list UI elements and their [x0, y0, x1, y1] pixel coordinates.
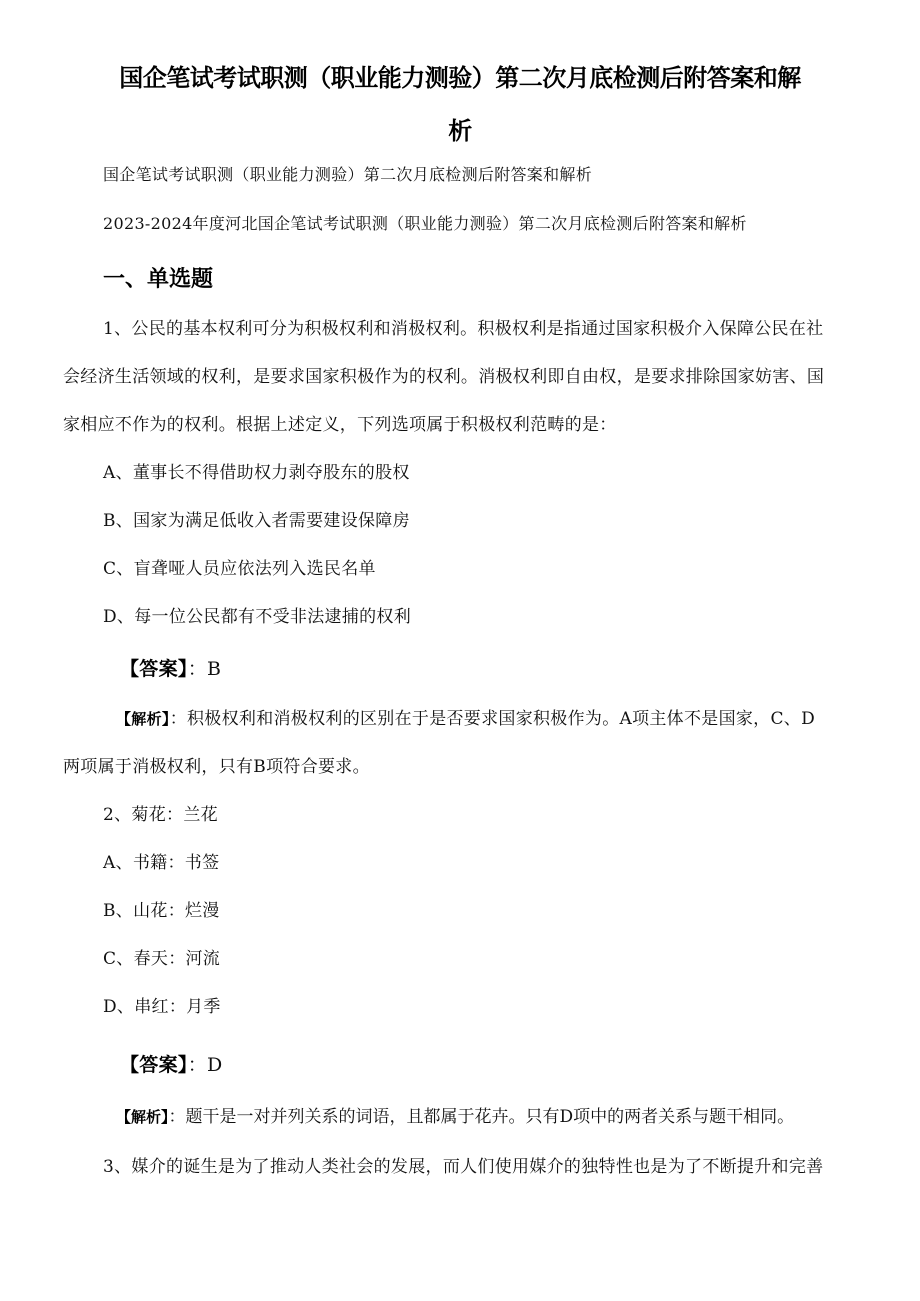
document-title-line-2: 析 — [448, 117, 472, 145]
question-2-option-d: D、串红：月季 — [103, 997, 221, 1017]
question-1-answer — [120, 654, 221, 681]
answer-label: 【答案】 — [120, 658, 188, 680]
analysis-text: ：题干是一对并列关系的词语，且都属于花卉。只有D项中的两者关系与题干相同。 — [168, 1107, 795, 1127]
answer-label: 【答案】 — [120, 1054, 188, 1076]
question-1-option-a: A、董事长不得借助权力剥夺股东的股权 — [103, 463, 410, 483]
answer-value: ：D — [187, 1054, 223, 1076]
question-1-option-d: D、每一位公民都有不受非法逮捕的权利 — [103, 607, 412, 627]
question-1-stem-line-1: 1、公民的基本权利可分为积极权利和消极权利。积极权利是指通过国家积极介入保障公民在社 — [103, 319, 824, 339]
question-2-analysis — [116, 1102, 794, 1127]
analysis-label: 【解析】 — [116, 710, 170, 728]
question-1-analysis-line-2: 两项属于消极权利，只有B项符合要求。 — [63, 757, 370, 777]
section-heading: 一、单选题 — [103, 267, 214, 292]
question-1-stem-line-2: 会经济生活领域的权利，是要求国家积极作为的权利。消极权利即自由权，是要求排除国家妨害、国 — [63, 367, 825, 387]
document-subtitle-2: 2023-2024年度河北国企笔试考试职测（职业能力测验）第二次月底检测后附答案和解析 — [103, 214, 747, 233]
question-1-analysis-line-1 — [116, 704, 815, 729]
question-1-stem-line-3: 家相应不作为的权利。根据上述定义，下列选项属于积极权利范畴的是： — [63, 415, 617, 435]
document-title-line-1: 国企笔试考试职测（职业能力测验）第二次月底检测后附答案和解 — [119, 64, 801, 92]
question-2-option-a: A、书籍：书签 — [103, 853, 220, 873]
answer-value: ：B — [187, 658, 222, 680]
question-1-option-c: C、盲聋哑人员应依法列入选民名单 — [103, 559, 376, 579]
question-1-option-b: B、国家为满足低收入者需要建设保障房 — [103, 511, 410, 531]
question-2-option-c: C、春天：河流 — [103, 949, 221, 969]
question-2-stem: 2、菊花：兰花 — [103, 805, 218, 825]
analysis-label: 【解析】 — [116, 1108, 169, 1126]
document-subtitle: 国企笔试考试职测（职业能力测验）第二次月底检测后附答案和解析 — [103, 165, 593, 184]
analysis-text: ：积极权利和消极权利的区别在于是否要求国家积极作为。A项主体不是国家，C、D — [169, 709, 816, 729]
question-2-option-b: B、山花：烂漫 — [103, 901, 220, 921]
question-2-answer — [120, 1050, 223, 1077]
question-3-stem-line-1: 3、媒介的诞生是为了推动人类社会的发展，而人们使用媒介的独特性也是为了不断提升和完善 — [103, 1157, 824, 1177]
